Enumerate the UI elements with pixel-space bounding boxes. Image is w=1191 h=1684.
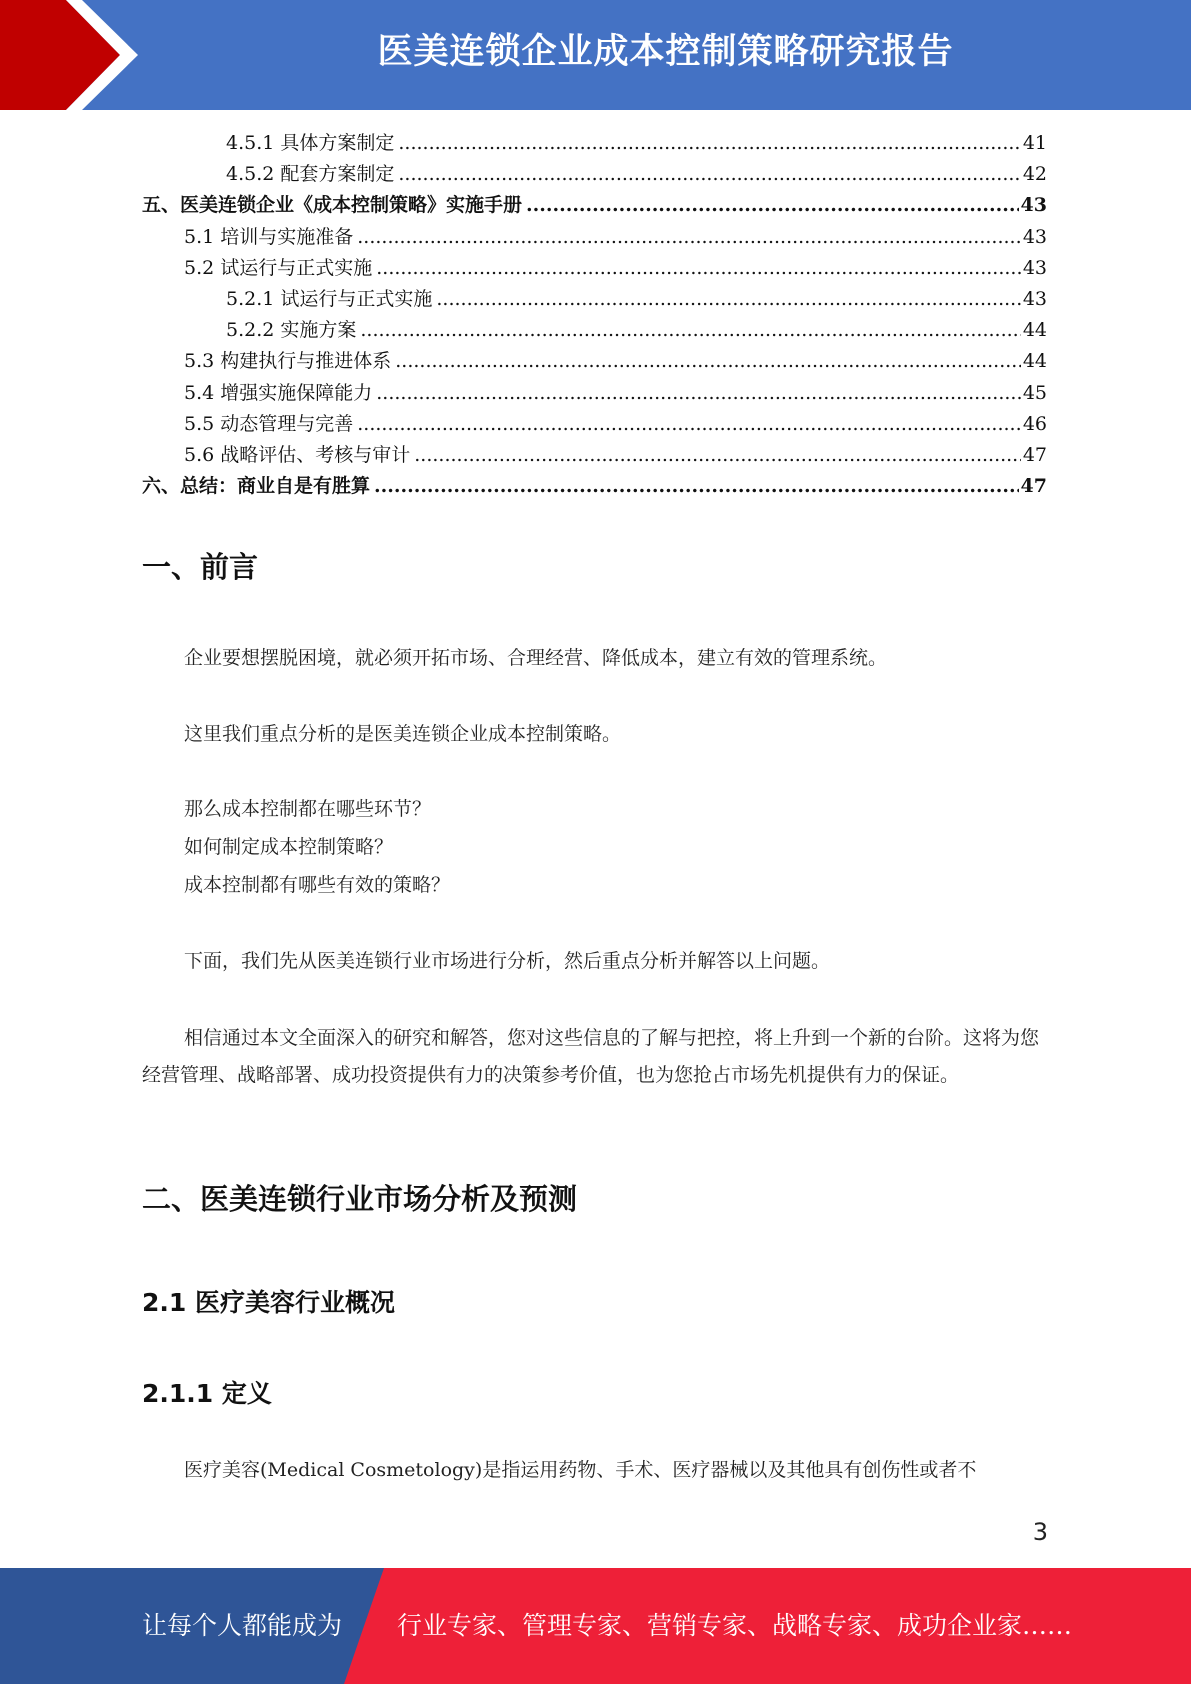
toc-entry-label: 五、医美连锁企业《成本控制策略》实施手册	[142, 194, 523, 217]
toc-entry[interactable]	[142, 222, 1047, 253]
paragraph: 医疗美容(Medical Cosmetology)是指运用药物、手术、医疗器械以及其他具有创伤性或者不	[184, 1459, 977, 1481]
toc-entry-page: 43	[1022, 287, 1047, 310]
toc-leader-dots	[360, 315, 1020, 346]
toc-leader-dots	[395, 346, 1021, 377]
table-of-contents	[142, 128, 1047, 502]
toc-entry-page: 47	[1022, 443, 1047, 466]
footer-slogan-left: 让每个人都能成为	[142, 1611, 343, 1640]
footer-slogan-right: 行业专家、管理专家、营销专家、战略专家、成功企业家……	[397, 1611, 1073, 1640]
toc-leader-dots	[414, 440, 1021, 471]
subsubsection-title: 2.1.1 定义	[142, 1379, 272, 1408]
paragraph: 相信通过本文全面深入的研究和解答，您对这些信息的了解与把控，将上升到一个新的台阶。这将为您经营管理、战略部署、成功投资提供有力的决策参考价值，也为您抢占市场先机提供有力的保证。	[142, 1027, 1040, 1086]
toc-entry[interactable]	[142, 440, 1047, 471]
toc-entry[interactable]	[142, 159, 1047, 190]
toc-leader-dots	[374, 471, 1019, 502]
section-title-market-analysis: 二、医美连锁行业市场分析及预测	[142, 1182, 578, 1216]
toc-entry-page: 41	[1022, 132, 1047, 154]
toc-entry-label: 5.2.2 实施方案	[226, 319, 357, 342]
paragraph: 这里我们重点分析的是医美连锁企业成本控制策略。	[184, 723, 622, 745]
toc-entry[interactable]	[142, 128, 1047, 159]
toc-entry-label: 5.3 构建执行与推进体系	[184, 350, 392, 373]
toc-entry-page: 44	[1022, 350, 1047, 373]
toc-entry[interactable]	[142, 253, 1047, 284]
toc-entry-page: 42	[1022, 163, 1047, 186]
toc-entry-page: 43	[1022, 225, 1047, 248]
toc-leader-dots	[376, 253, 1021, 284]
toc-entry-label: 5.6 战略评估、考核与审计	[184, 443, 411, 466]
toc-entry[interactable]	[142, 346, 1047, 377]
toc-entry-page: 46	[1022, 412, 1047, 435]
toc-leader-dots	[398, 128, 1020, 159]
question-item: 如何制定成本控制策略？	[184, 836, 394, 858]
toc-entry-label: 5.2.1 试运行与正式实施	[226, 287, 433, 310]
toc-leader-dots	[436, 284, 1020, 315]
toc-entry-label: 六、总结：商业自是有胜算	[142, 475, 371, 498]
subsection-title: 2.1 医疗美容行业概况	[142, 1288, 395, 1317]
toc-entry[interactable]	[142, 190, 1047, 221]
toc-entry[interactable]	[142, 471, 1047, 502]
question-item: 那么成本控制都在哪些环节？	[184, 798, 432, 820]
toc-entry[interactable]	[142, 315, 1047, 346]
page-header	[0, 0, 1191, 110]
toc-entry-label: 4.5.2 配套方案制定	[226, 163, 395, 186]
toc-entry-page: 43	[1020, 194, 1047, 217]
red-arrow-icon	[0, 0, 160, 110]
toc-entry[interactable]	[142, 284, 1047, 315]
toc-entry-page: 45	[1022, 381, 1047, 404]
toc-leader-dots	[357, 222, 1021, 253]
toc-entry-label: 5.4 增强实施保障能力	[184, 381, 373, 404]
toc-entry-label: 4.5.1 具体方案制定	[226, 132, 395, 154]
page-number: 3	[1032, 1518, 1048, 1546]
question-item: 成本控制都有哪些有效的策略？	[184, 874, 451, 896]
toc-leader-dots	[526, 190, 1019, 221]
toc-entry[interactable]	[142, 409, 1047, 440]
report-title: 医美连锁企业成本控制策略研究报告	[377, 32, 954, 72]
section-title-preface: 一、前言	[142, 550, 259, 584]
paragraph: 下面，我们先从医美连锁行业市场进行分析，然后重点分析并解答以上问题。	[184, 950, 831, 972]
toc-entry-page: 47	[1020, 475, 1047, 498]
toc-leader-dots	[376, 378, 1021, 409]
toc-entry[interactable]	[142, 378, 1047, 409]
toc-leader-dots	[398, 159, 1020, 190]
toc-entry-label: 5.1 培训与实施准备	[184, 225, 354, 248]
toc-entry-page: 43	[1022, 256, 1047, 279]
paragraph: 企业要想摆脱困境，就必须开拓市场、合理经营、降低成本，建立有效的管理系统。	[184, 647, 888, 669]
page-footer	[0, 1568, 1191, 1684]
toc-entry-page: 44	[1022, 319, 1047, 342]
toc-entry-label: 5.5 动态管理与完善	[184, 412, 354, 435]
toc-entry-label: 5.2 试运行与正式实施	[184, 256, 373, 279]
toc-leader-dots	[357, 409, 1021, 440]
